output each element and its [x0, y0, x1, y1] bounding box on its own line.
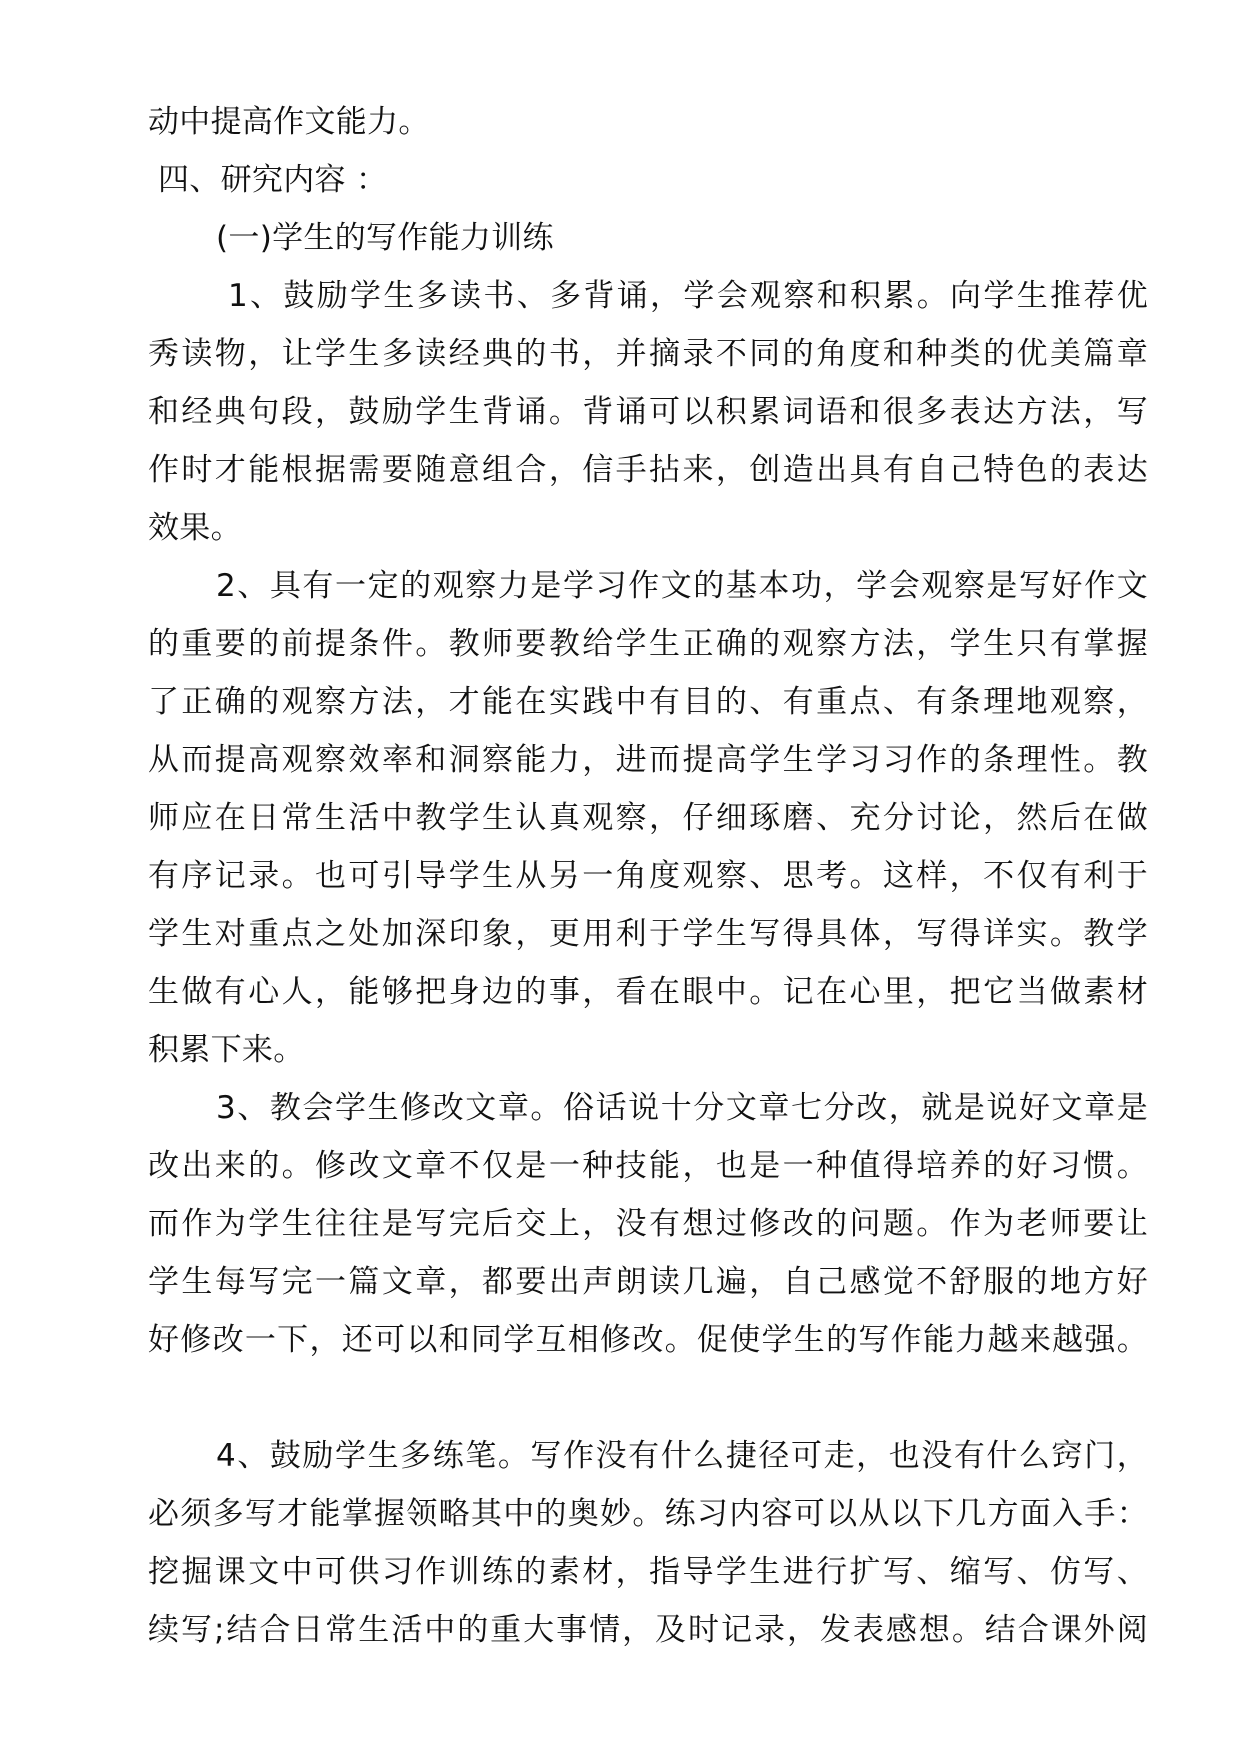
paragraph-line: 生做有心人，能够把身边的事，看在眼中。记在心里，把它当做素材 — [148, 974, 1148, 1010]
paragraph-line: 从而提高观察效率和洞察能力，进而提高学生学习习作的条理性。教 — [148, 742, 1148, 778]
paragraph-line: 和经典句段，鼓励学生背诵。背诵可以积累词语和很多表达方法，写 — [148, 394, 1148, 430]
paragraph-line: 2、具有一定的观察力是学习作文的基本功，学会观察是写好作文 — [216, 568, 1148, 604]
paragraph-line: 积累下来。 — [148, 1032, 305, 1068]
paragraph-line: 好修改一下，还可以和同学互相修改。促使学生的写作能力越来越强。 — [148, 1322, 1148, 1358]
section-heading: 四、研究内容 ： — [158, 162, 388, 198]
paragraph-line: 秀读物，让学生多读经典的书，并摘录不同的角度和种类的优美篇章 — [148, 336, 1148, 372]
paragraph-line: 改出来的。修改文章不仅是一种技能，也是一种值得培养的好习惯。 — [148, 1148, 1148, 1184]
paragraph-line: 挖掘课文中可供习作训练的素材，指导学生进行扩写、缩写、仿写、 — [148, 1554, 1148, 1590]
paragraph-line: 效果。 — [148, 510, 242, 546]
paragraph-line: 作时才能根据需要随意组合，信手拈来，创造出具有自己特色的表达 — [148, 452, 1148, 488]
paragraph-line: 3、教会学生修改文章。俗话说十分文章七分改，就是说好文章是 — [216, 1090, 1148, 1126]
paragraph-line: 必须多写才能掌握领略其中的奥妙。练习内容可以从以下几方面入手： — [148, 1496, 1148, 1532]
paragraph-line: 的重要的前提条件。教师要教给学生正确的观察方法，学生只有掌握 — [148, 626, 1148, 662]
paragraph-line: 学生每写完一篇文章，都要出声朗读几遍，自己感觉不舒服的地方好 — [148, 1264, 1148, 1300]
paragraph-line: 了正确的观察方法，才能在实践中有目的、有重点、有条理地观察， — [148, 684, 1148, 720]
paragraph-line: 师应在日常生活中教学生认真观察，仔细琢磨、充分讨论，然后在做 — [148, 800, 1148, 836]
paragraph-line: 动中提高作文能力。 — [148, 104, 430, 140]
paragraph-line: 学生对重点之处加深印象，更用利于学生写得具体，写得详实。教学 — [148, 916, 1148, 952]
paragraph-line: 4、鼓励学生多练笔。写作没有什么捷径可走，也没有什么窍门， — [216, 1438, 1148, 1474]
subsection-heading: (一)学生的写作能力训练 — [216, 220, 554, 256]
paragraph-line: 而作为学生往往是写完后交上，没有想过修改的问题。作为老师要让 — [148, 1206, 1148, 1242]
paragraph-line: 有序记录。也可引导学生从另一角度观察、思考。这样，不仅有利于 — [148, 858, 1148, 894]
paragraph-line: 续写;结合日常生活中的重大事情，及时记录，发表感想。结合课外阅 — [148, 1612, 1148, 1648]
paragraph-line: 1、鼓励学生多读书、多背诵，学会观察和积累。向学生推荐优 — [228, 278, 1148, 314]
